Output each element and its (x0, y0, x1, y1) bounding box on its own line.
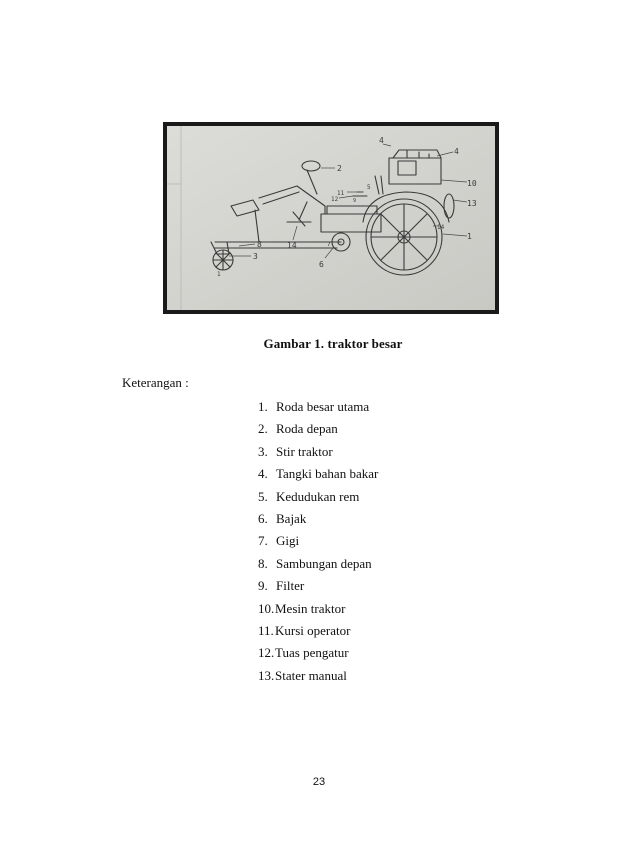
legend-item-label: Bajak (276, 510, 307, 526)
legend-item-label: Kedudukan rem (276, 488, 360, 504)
legend-item-number: 10. (258, 600, 275, 616)
legend-item-number: 12. (258, 645, 275, 661)
legend-item-label: Filter (276, 578, 305, 594)
callout-label: 6 (319, 260, 324, 269)
legend-item-number: 3. (258, 443, 268, 459)
callout-label: 9 (353, 198, 357, 204)
legend-item (258, 444, 378, 466)
callout-label: 12 (331, 196, 339, 203)
callout-label: 8 (257, 240, 262, 249)
callout-label: 4 (379, 136, 384, 145)
legend-item (258, 511, 378, 533)
legend-item (258, 421, 378, 443)
legend-list (258, 399, 378, 690)
legend-item-number: 5. (258, 488, 268, 504)
legend-item-number: 4. (258, 466, 268, 482)
legend-item-number: 11. (258, 622, 274, 638)
legend-item-number: 7. (258, 533, 268, 549)
legend-item-label: Roda besar utama (276, 399, 370, 414)
legend-item (258, 601, 378, 623)
tractor-photo (163, 122, 499, 314)
legend-item-label: Roda depan (276, 421, 338, 437)
legend-heading: Keterangan : (122, 375, 189, 390)
legend-item-label: Stater manual (275, 667, 347, 683)
legend-item (258, 623, 378, 645)
figure-caption-text: Gambar 1. traktor besar (263, 336, 403, 351)
page-number: 23 (312, 776, 326, 788)
legend-item (258, 578, 378, 600)
legend-item-label: Sambungan depan (276, 555, 372, 571)
tractor-drawing (167, 126, 495, 310)
legend-item-label: Gigi (276, 533, 300, 549)
legend-item (258, 489, 378, 511)
legend-item (258, 668, 378, 690)
legend-item-label: Tuas pengatur (275, 645, 349, 661)
legend-item-number: 6. (258, 510, 268, 526)
callout-label: 14 (287, 241, 297, 250)
legend-item (258, 645, 378, 667)
callout-label: 5 (367, 184, 371, 191)
legend-item-number: 13. (258, 667, 275, 683)
legend-item-number: 1. (258, 399, 268, 414)
callout-label: 7 (327, 241, 331, 248)
callout-label: 3 (253, 252, 258, 261)
callout-label: 2 (337, 164, 342, 173)
callout-label: 1 (217, 271, 221, 278)
legend-item-label: Tangki bahan bakar (276, 466, 379, 482)
legend-item (258, 399, 378, 421)
legend-item-label: Stir traktor (276, 443, 333, 459)
figure-caption (0, 336, 638, 352)
callout-label: 11 (337, 190, 345, 197)
legend-item (258, 533, 378, 555)
callout-label: 13 (467, 199, 477, 208)
legend-item-number: 9. (258, 578, 268, 594)
legend-item-label: Mesin traktor (275, 600, 346, 616)
legend-item (258, 466, 378, 488)
callout-label: 14 (437, 224, 445, 231)
legend-item-number: 2. (258, 421, 268, 437)
callout-label: 10 (467, 179, 477, 188)
legend-item-label: Kursi operator (275, 622, 351, 638)
legend-item (258, 556, 378, 578)
callout-label: 1 (467, 232, 472, 241)
legend-item-number: 8. (258, 555, 268, 571)
callout-label: 4 (454, 147, 459, 156)
